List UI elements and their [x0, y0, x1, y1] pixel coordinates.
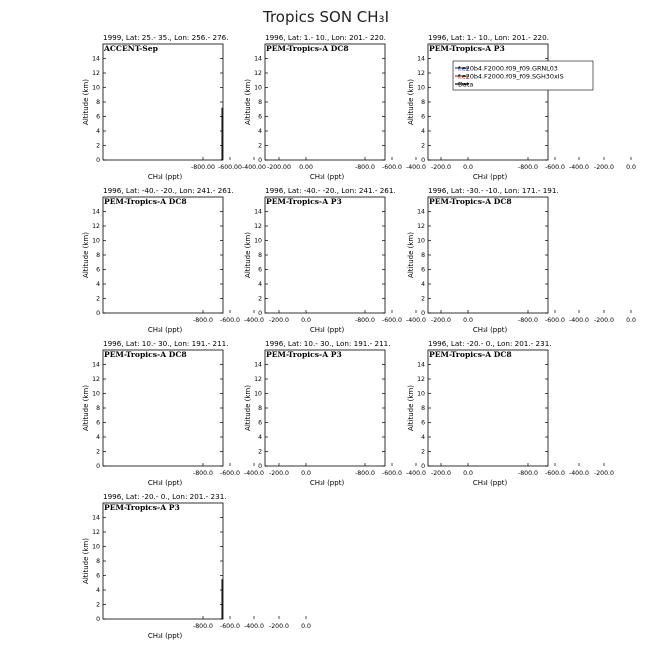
panels: [82, 33, 636, 640]
x-tick-label: -600.00: [218, 164, 242, 171]
x-tick-label: -200.00: [267, 164, 291, 171]
x-tick-label: -400.00: [242, 164, 266, 171]
y-tick-label: 12: [254, 70, 262, 78]
y-tick-label: 6: [258, 113, 262, 121]
y-tick-label: 6: [258, 419, 262, 427]
x-tick-label: -800.00: [191, 164, 215, 171]
chart-panel: [82, 186, 311, 334]
x-tick-label: -800.0: [518, 164, 538, 171]
y-tick-label: 12: [417, 376, 425, 384]
x-tick-label: -400.0: [569, 317, 589, 324]
x-tick-label: -400.0: [406, 164, 426, 171]
x-tick-label: -600.0: [220, 317, 240, 324]
x-tick-label: 0.0: [626, 164, 636, 171]
y-tick-label: 8: [258, 405, 262, 413]
chart-panel: [244, 186, 473, 334]
y-tick-label: 14: [92, 208, 100, 216]
x-tick-label: -800.0: [193, 623, 213, 630]
x-tick-label: 0.0: [301, 470, 311, 477]
x-axis-label: CH₃I (ppt): [147, 632, 183, 640]
y-tick-label: 0: [96, 463, 100, 471]
experiment-label: PEM-Tropics-A DC8: [104, 197, 187, 206]
y-tick-label: 12: [254, 376, 262, 384]
x-axis-label: CH₃I (ppt): [309, 173, 345, 181]
y-tick-label: 14: [417, 55, 425, 63]
y-tick-label: 10: [92, 84, 100, 92]
x-tick-label: -400.0: [244, 317, 264, 324]
y-tick-label: 10: [92, 543, 100, 551]
y-tick-label: 10: [92, 390, 100, 398]
x-tick-label: 0.0: [463, 317, 473, 324]
y-tick-label: 2: [258, 448, 262, 456]
y-tick-label: 8: [258, 252, 262, 260]
y-tick-label: 10: [254, 237, 262, 245]
panel-header: 1996, Lat: 1.- 10., Lon: 201.- 220.: [428, 33, 549, 42]
x-axis-label: CH₃I (ppt): [147, 479, 183, 487]
y-tick-label: 14: [417, 208, 425, 216]
y-tick-label: 4: [421, 434, 425, 442]
y-axis-label: Altitude (km): [82, 385, 90, 431]
legend-label: f.e20b4.F2000.f09_f09.SGH30xIS: [458, 72, 564, 81]
y-tick-label: 0: [258, 157, 262, 165]
y-tick-label: 8: [96, 252, 100, 260]
x-tick-label: -800.0: [193, 317, 213, 324]
plot-frame: [265, 44, 385, 160]
y-tick-label: 4: [96, 281, 100, 289]
x-tick-label: -600.0: [545, 470, 565, 477]
y-tick-label: 6: [96, 113, 100, 121]
x-tick-label: -600.0: [545, 317, 565, 324]
plot-frame: [103, 350, 223, 466]
x-tick-label: -600.0: [382, 317, 402, 324]
y-axis-label: Altitude (km): [244, 232, 252, 278]
legend-label: Data: [458, 80, 474, 89]
panel-header: 1996, Lat: -20.- 0., Lon: 201.- 231.: [103, 492, 227, 501]
experiment-label: PEM-Tropics-A P3: [266, 197, 342, 206]
y-tick-label: 2: [421, 142, 425, 150]
y-axis-label: Altitude (km): [244, 79, 252, 125]
x-tick-label: 0.0: [626, 317, 636, 324]
experiment-label: PEM-Tropics-A P3: [104, 503, 180, 512]
y-tick-label: 12: [92, 529, 100, 537]
y-tick-label: 2: [258, 142, 262, 150]
plot-frame: [103, 197, 223, 313]
y-tick-label: 6: [96, 266, 100, 274]
x-tick-label: -200.0: [431, 164, 451, 171]
x-tick-label: -400.0: [569, 470, 589, 477]
chart-panel: [82, 492, 311, 640]
y-axis-label: Altitude (km): [244, 385, 252, 431]
x-tick-label: -400.0: [569, 164, 589, 171]
chart-panel: [244, 339, 473, 487]
y-tick-label: 14: [92, 55, 100, 63]
y-tick-label: 0: [96, 616, 100, 624]
y-tick-label: 0: [258, 463, 262, 471]
experiment-label: ACCENT-Sep: [104, 44, 158, 53]
y-tick-label: 2: [421, 448, 425, 456]
panel-header: 1996, Lat: 1.- 10., Lon: 201.- 220.: [265, 33, 386, 42]
y-tick-label: 12: [92, 70, 100, 78]
panel-header: 1996, Lat: 10.- 30., Lon: 191.- 211.: [103, 339, 229, 348]
y-tick-label: 4: [96, 587, 100, 595]
chart-panel: [82, 339, 311, 487]
y-tick-label: 8: [421, 405, 425, 413]
y-tick-label: 6: [421, 113, 425, 121]
x-tick-label: -600.0: [382, 470, 402, 477]
y-tick-label: 10: [417, 237, 425, 245]
y-tick-label: 4: [258, 281, 262, 289]
x-tick-label: 0.0: [463, 164, 473, 171]
x-tick-label: -800.0: [518, 317, 538, 324]
x-tick-label: 0.00: [299, 164, 313, 171]
x-axis-label: CH₃I (ppt): [309, 326, 345, 334]
x-tick-label: -200.0: [269, 623, 289, 630]
x-tick-label: -800.0: [193, 470, 213, 477]
y-tick-label: 6: [96, 419, 100, 427]
x-tick-label: -400.0: [406, 317, 426, 324]
y-tick-label: 2: [96, 295, 100, 303]
x-axis-label: CH₃I (ppt): [472, 479, 508, 487]
y-tick-label: 2: [421, 295, 425, 303]
x-tick-label: -200.0: [594, 317, 614, 324]
y-axis-label: Altitude (km): [407, 232, 415, 278]
y-tick-label: 10: [92, 237, 100, 245]
y-tick-label: 4: [421, 281, 425, 289]
panel-header: 1999, Lat: 25.- 35., Lon: 256.- 276.: [103, 33, 229, 42]
y-tick-label: 4: [96, 434, 100, 442]
x-tick-label: -800.0: [355, 470, 375, 477]
plot-frame: [103, 44, 223, 160]
x-tick-label: -400.0: [244, 623, 264, 630]
x-tick-label: -800.0: [355, 317, 375, 324]
x-tick-label: 0.0: [301, 317, 311, 324]
panel-header: 1996, Lat: -40.- -20., Lon: 241.- 261.: [103, 186, 234, 195]
x-tick-label: -200.0: [269, 470, 289, 477]
y-tick-label: 10: [254, 390, 262, 398]
y-tick-label: 8: [421, 99, 425, 107]
y-tick-label: 0: [421, 463, 425, 471]
y-tick-label: 0: [96, 310, 100, 318]
y-tick-label: 10: [417, 390, 425, 398]
x-tick-label: -200.0: [594, 470, 614, 477]
y-tick-label: 10: [417, 84, 425, 92]
legend-label: f.e20b4.F2000.f09_f09.GRNL03: [458, 64, 558, 73]
y-axis-label: Altitude (km): [82, 232, 90, 278]
experiment-label: PEM-Tropics-A DC8: [104, 350, 187, 359]
y-tick-label: 14: [417, 361, 425, 369]
x-tick-label: 0.0: [301, 623, 311, 630]
y-tick-label: 8: [258, 99, 262, 107]
plot-frame: [265, 350, 385, 466]
y-tick-label: 4: [96, 128, 100, 136]
y-axis-label: Altitude (km): [407, 79, 415, 125]
plot-frame: [428, 350, 548, 466]
x-tick-label: -200.0: [269, 317, 289, 324]
y-tick-label: 8: [96, 558, 100, 566]
y-tick-label: 6: [258, 266, 262, 274]
x-tick-label: 0.0: [463, 470, 473, 477]
y-tick-label: 8: [421, 252, 425, 260]
y-tick-label: 14: [254, 55, 262, 63]
x-tick-label: -400.0: [244, 470, 264, 477]
y-tick-label: 0: [96, 157, 100, 165]
x-tick-label: -200.0: [594, 164, 614, 171]
x-tick-label: -600.0: [382, 164, 402, 171]
figure-title: Tropics SON CH₃I: [263, 8, 389, 26]
y-tick-label: 2: [258, 295, 262, 303]
panel-header: 1996, Lat: 10.- 30., Lon: 191.- 211.: [265, 339, 391, 348]
y-tick-label: 12: [417, 70, 425, 78]
x-axis-label: CH₃I (ppt): [309, 479, 345, 487]
y-tick-label: 12: [92, 376, 100, 384]
y-tick-label: 0: [258, 310, 262, 318]
panel-header: 1996, Lat: -40.- -20., Lon: 241.- 261.: [265, 186, 396, 195]
experiment-label: PEM-Tropics-A DC8: [266, 44, 349, 53]
panel-header: 1996, Lat: -30.- -10., Lon: 171.- 191.: [428, 186, 559, 195]
x-axis-label: CH₃I (ppt): [147, 326, 183, 334]
y-axis-label: Altitude (km): [82, 79, 90, 125]
y-axis-label: Altitude (km): [82, 538, 90, 584]
y-tick-label: 4: [421, 128, 425, 136]
x-tick-label: -200.0: [431, 470, 451, 477]
y-tick-label: 12: [92, 223, 100, 231]
chart-panel: [407, 339, 614, 487]
experiment-label: PEM-Tropics-A P3: [429, 44, 505, 53]
chart-panel: [244, 33, 473, 181]
x-tick-label: -600.0: [545, 164, 565, 171]
y-tick-label: 2: [96, 601, 100, 609]
x-tick-label: -200.0: [431, 317, 451, 324]
y-tick-label: 6: [421, 266, 425, 274]
x-tick-label: -600.0: [220, 470, 240, 477]
x-tick-label: -800.0: [355, 164, 375, 171]
experiment-label: PEM-Tropics-A P3: [266, 350, 342, 359]
y-tick-label: 14: [92, 361, 100, 369]
x-tick-label: -600.0: [220, 623, 240, 630]
y-tick-label: 4: [258, 434, 262, 442]
plot-frame: [265, 197, 385, 313]
y-tick-label: 10: [254, 84, 262, 92]
y-tick-label: 14: [92, 514, 100, 522]
plot-frame: [428, 197, 548, 313]
panel-header: 1996, Lat: -20.- 0., Lon: 201.- 231.: [428, 339, 552, 348]
plot-frame: [103, 503, 223, 619]
y-tick-label: 14: [254, 361, 262, 369]
chart-panel: [82, 33, 313, 181]
y-tick-label: 6: [96, 572, 100, 580]
x-axis-label: CH₃I (ppt): [472, 326, 508, 334]
y-tick-label: 14: [254, 208, 262, 216]
experiment-label: PEM-Tropics-A DC8: [429, 197, 512, 206]
x-axis-label: CH₃I (ppt): [472, 173, 508, 181]
y-axis-label: Altitude (km): [407, 385, 415, 431]
x-tick-label: -800.0: [518, 470, 538, 477]
y-tick-label: 0: [421, 157, 425, 165]
y-tick-label: 2: [96, 142, 100, 150]
experiment-label: PEM-Tropics-A DC8: [429, 350, 512, 359]
x-tick-label: -400.0: [406, 470, 426, 477]
y-tick-label: 8: [96, 99, 100, 107]
y-tick-label: 4: [258, 128, 262, 136]
y-tick-label: 6: [421, 419, 425, 427]
y-tick-label: 12: [254, 223, 262, 231]
x-axis-label: CH₃I (ppt): [147, 173, 183, 181]
y-tick-label: 2: [96, 448, 100, 456]
y-tick-label: 0: [421, 310, 425, 318]
y-tick-label: 12: [417, 223, 425, 231]
y-tick-label: 8: [96, 405, 100, 413]
